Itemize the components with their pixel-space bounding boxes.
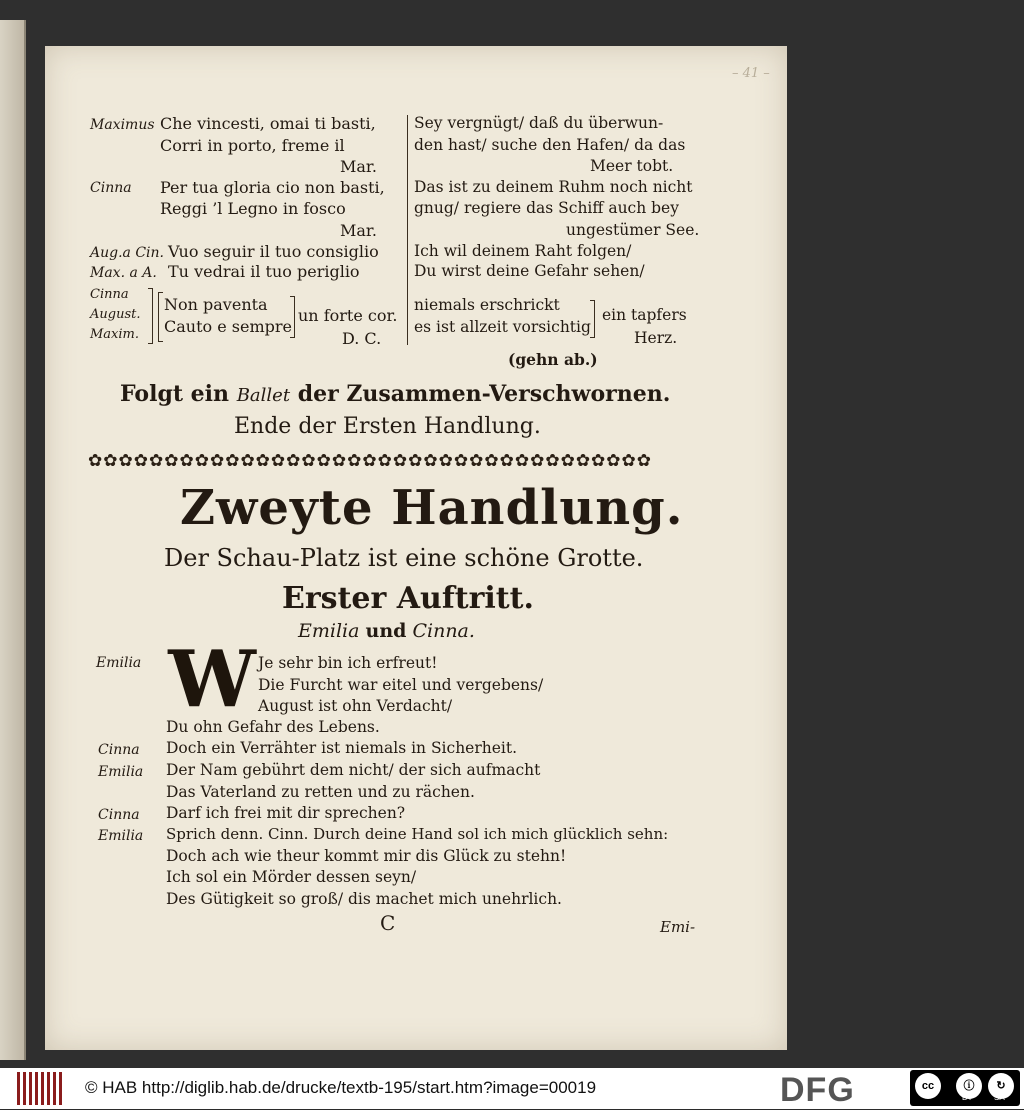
german-line: niemals erschrickt <box>414 296 560 314</box>
italian-line: Vuo seguir il tuo consiglio <box>168 242 379 261</box>
da-capo-mark: D. C. <box>342 329 382 348</box>
speaker-label: Cinna <box>90 180 132 196</box>
scene-description: Der Schau-Platz ist eine schöne Grotte. <box>164 544 644 572</box>
brace <box>590 300 595 338</box>
german-line: gnug/ regiere das Schiff auch bey <box>414 199 679 217</box>
german-line: ein tapfers <box>602 306 687 324</box>
speaker-label: Cinna <box>98 807 140 823</box>
by-icon: ⓘ <box>956 1073 982 1099</box>
act-title: Zweyte Handlung. <box>180 480 684 536</box>
share-alike-icon: ↻ <box>988 1073 1014 1099</box>
speaker-label: Emilia <box>96 655 142 671</box>
previous-page-edge <box>0 20 26 1060</box>
italian-line: Tu vedrai il tuo periglio <box>168 262 360 281</box>
italian-line: Cauto e sempre <box>164 317 292 336</box>
german-line: Meer tobt. <box>590 157 674 175</box>
dialog-line: Sprich denn. Cinn. Durch deine Hand sol ich mich glücklich sehn: <box>166 825 669 843</box>
italian-line: Che vincesti, omai ti basti, <box>160 114 376 133</box>
italian-line: Mar. <box>340 157 377 176</box>
signature-mark: C <box>380 911 396 935</box>
speaker-label: Max. a A. <box>90 265 157 281</box>
speaker-label: Maximus <box>90 117 155 133</box>
hab-logo-icon <box>17 1072 65 1105</box>
scene-title: Erster Auftritt. <box>282 581 534 616</box>
brace <box>290 296 295 338</box>
cc-icon: cc <box>915 1073 941 1099</box>
speaker-label: Maxim. <box>90 327 140 342</box>
dialog-line: August ist ohn Verdacht/ <box>258 697 453 715</box>
dialog-line: Je sehr bin ich erfreut! <box>258 654 438 672</box>
dialog-line: Die Furcht war eitel und vergebens/ <box>258 676 544 694</box>
brace <box>148 288 153 344</box>
german-line: Ich wil deinem Raht folgen/ <box>414 242 632 260</box>
cc-license-badge[interactable] <box>910 1070 1020 1106</box>
copyright-link[interactable]: © HAB http://diglib.hab.de/drucke/textb-195/start.htm?image=00019 <box>85 1078 597 1097</box>
speaker-label: Emilia <box>98 828 144 844</box>
german-line: Du wirst deine Gefahr sehen/ <box>414 262 645 280</box>
dialog-line: Des Gütigkeit so groß/ dis machet mich unehrlich. <box>166 890 562 908</box>
stage-direction: (gehn ab.) <box>508 350 598 369</box>
italian-line: Mar. <box>340 221 377 240</box>
speaker-label: August. <box>90 307 141 322</box>
german-line: ungestümer See. <box>566 221 700 239</box>
german-line: Das ist zu deinem Ruhm noch nicht <box>414 178 693 196</box>
speaker-label: Aug.a Cin. <box>90 245 164 261</box>
page-mark: – 41 – <box>732 66 770 81</box>
sa-label: SA <box>994 1093 1005 1102</box>
character-line: Emilia und Cinna. <box>298 620 475 642</box>
speaker-label: Cinna <box>98 742 140 758</box>
italian-line: Reggi ’l Legno in fosco <box>160 199 346 218</box>
dialog-line: Das Vaterland zu retten und zu rächen. <box>166 783 475 801</box>
dialog-line: Der Nam gebührt dem nicht/ der sich aufmacht <box>166 761 541 779</box>
italian-line: Non paventa <box>164 295 268 314</box>
german-line: Herz. <box>634 329 678 347</box>
act-end-heading: Ende der Ersten Handlung. <box>234 414 541 439</box>
dfg-logo: DFG <box>780 1071 855 1109</box>
dialog-line: Doch ach wie theur kommt mir dis Glück zu stehn! <box>166 847 567 865</box>
catchword: Emi- <box>660 918 696 936</box>
german-line: es ist allzeit vorsichtig <box>414 318 591 336</box>
dialog-line: Doch ein Verrähter ist niemals in Sicherheit. <box>166 739 518 757</box>
dialog-line: Ich sol ein Mörder dessen seyn/ <box>166 868 417 886</box>
german-line: den hast/ suche den Hafen/ da das <box>414 136 686 154</box>
ballet-heading: Folgt ein Ballet der Zusammen-Verschwornen. <box>120 381 671 407</box>
italian-line: Corri in porto, freme il <box>160 136 345 155</box>
speaker-label: Cinna <box>90 287 129 302</box>
italian-line: un forte cor. <box>298 306 398 325</box>
column-divider <box>407 115 408 345</box>
brace <box>158 292 163 342</box>
dialog-line: Du ohn Gefahr des Lebens. <box>166 718 380 736</box>
italian-line: Per tua gloria cio non basti, <box>160 178 385 197</box>
speaker-label: Emilia <box>98 764 144 780</box>
decorated-initial: W <box>168 634 256 725</box>
german-line: Sey vergnügt/ daß du überwun- <box>414 114 664 132</box>
dialog-line: Darf ich frei mit dir sprechen? <box>166 804 406 822</box>
ornament-border: ✿✿✿✿✿✿✿✿✿✿✿✿✿✿✿✿✿✿✿✿✿✿✿✿✿✿✿✿✿✿✿✿✿✿✿✿✿ <box>88 451 653 471</box>
by-label: BY <box>962 1093 973 1102</box>
